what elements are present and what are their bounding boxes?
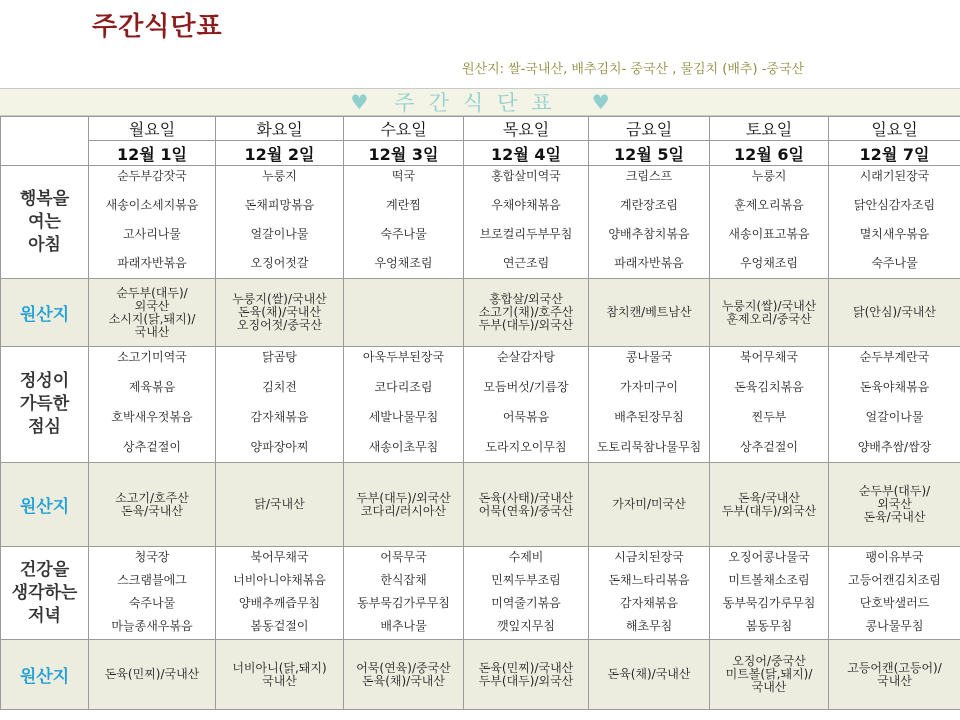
breakfast-origin-cell <box>829 279 960 347</box>
dish-item: 브로컬리두부무침 <box>479 227 573 241</box>
dish-list <box>216 547 343 638</box>
dinner-label-line: 생각하는 <box>11 582 78 603</box>
dish-item: 북어무채국 <box>740 350 798 364</box>
dinner-origin-label: 원산지 <box>1 640 89 710</box>
dish-item: 배추나물 <box>380 619 427 633</box>
dish-item: 오징어젓갈 <box>250 256 309 270</box>
origin-line: 미트볼(닭,돼지)/ <box>725 667 813 681</box>
origin-line: 순두부(대두)/ <box>116 285 188 300</box>
day-date: 12월 6일 <box>710 141 829 166</box>
origin-line: 국내산 <box>751 680 787 694</box>
day-name: 목요일 <box>464 117 589 141</box>
weekly-menu-banner <box>0 88 960 116</box>
day-name: 수요일 <box>344 117 464 141</box>
dinner-menu-cell <box>344 547 464 640</box>
lunch-menu-cell <box>829 347 960 463</box>
dish-item: 순두부감잣국 <box>117 169 187 183</box>
origin-line: 순두부(대두)/ <box>858 484 931 498</box>
origin-line: 너비아니(닭,돼지) <box>232 660 327 675</box>
origin-line: 두부(대두)/외국산 <box>721 503 817 518</box>
day-row <box>1 117 960 141</box>
origin-line: 오징어젓/중국산 <box>236 318 323 332</box>
origin-line: 훈제오리/중국산 <box>726 311 812 326</box>
origin-line: 돈육(채)/국내산 <box>607 667 691 681</box>
lunch-row <box>1 347 960 463</box>
dish-item: 파래자반볶음 <box>614 256 684 270</box>
dish-list <box>344 547 463 638</box>
day-date: 12월 3일 <box>344 141 464 166</box>
dish-list <box>216 347 343 461</box>
breakfast-origin-cell <box>216 279 344 347</box>
dish-item: 시금치된장국 <box>614 550 684 564</box>
dish-item: 어묵무국 <box>380 550 427 564</box>
date-row <box>1 141 960 166</box>
dish-item: 감자채볶음 <box>620 596 678 610</box>
origin-line: 닭/국내산 <box>254 497 305 511</box>
lunch-label <box>1 347 89 463</box>
dish-item: 도라지오이무침 <box>485 440 567 454</box>
dinner-label-line: 건강을 <box>19 559 70 580</box>
dinner-origin-cell <box>216 640 344 710</box>
dish-item: 스크램블에그 <box>117 573 187 587</box>
origin-line: 돈육(민찌)/국내산 <box>104 667 200 681</box>
lunch-label-line: 정성이 <box>19 371 70 391</box>
breakfast-menu-cell <box>589 166 710 279</box>
dish-item: 모듬버섯/기름장 <box>483 380 569 394</box>
dish-list <box>89 547 215 638</box>
day-date: 12월 7일 <box>829 141 960 166</box>
dish-item: 양배추쌈/쌈장 <box>857 440 932 454</box>
dish-item: 콩나물국 <box>625 350 673 364</box>
day-date: 12월 4일 <box>464 141 589 166</box>
breakfast-origin-cell <box>344 279 464 347</box>
dish-item: 한식잡채 <box>380 573 427 587</box>
dish-item: 깻잎지무침 <box>497 619 555 633</box>
dish-item: 누룽지 <box>262 169 297 183</box>
lunch-origin-cell <box>710 463 829 547</box>
dish-item: 훈제오리볶음 <box>734 198 804 212</box>
dish-list <box>464 347 588 461</box>
origin-line: 돈육/국내산 <box>737 490 800 505</box>
dish-item: 닭안심감자조림 <box>853 198 936 212</box>
dish-item: 단호박샐러드 <box>859 596 930 610</box>
dish-item: 크림스프 <box>625 169 673 183</box>
dinner-row <box>1 547 960 640</box>
dish-item: 멸치새우볶음 <box>859 227 930 241</box>
day-date: 12월 2일 <box>216 141 344 166</box>
origin-line: 국내산 <box>134 324 170 339</box>
lunch-origin-cell <box>216 463 344 547</box>
lunch-origin-cell <box>829 463 960 547</box>
dish-item: 콩나물무침 <box>865 619 924 633</box>
dish-item: 북어무채국 <box>250 550 309 564</box>
dish-item: 봄동무침 <box>745 619 793 633</box>
breakfast-label-line: 행복을 <box>19 188 70 209</box>
dinner-origin-cell <box>89 640 216 710</box>
origin-line: 가자미/미국산 <box>612 497 686 511</box>
dish-item: 양배추깨즙무침 <box>238 596 321 610</box>
heart-right-icon: ♥ <box>591 90 610 114</box>
dish-list <box>589 547 709 638</box>
dish-item: 김치전 <box>262 380 297 394</box>
breakfast-row <box>1 166 960 279</box>
lunch-menu-cell <box>216 347 344 463</box>
origin-line: 고등어캔(고등어)/ <box>847 660 942 675</box>
origin-line: 돈육(민찌)/국내산 <box>478 660 574 675</box>
dinner-menu-cell <box>710 547 829 640</box>
breakfast-menu-cell <box>710 166 829 279</box>
dish-item: 호박새우젓볶음 <box>111 410 193 424</box>
dish-item: 숙주나물 <box>380 227 427 241</box>
dish-item: 너비아니야채볶음 <box>233 573 326 587</box>
dish-item: 소고기미역국 <box>117 350 187 364</box>
dish-item: 도토리묵참나물무침 <box>596 440 702 454</box>
dish-item: 새송이소세지볶음 <box>105 198 199 212</box>
dish-list <box>464 547 588 638</box>
breakfast-menu-cell <box>216 166 344 279</box>
dish-item: 우엉채조림 <box>740 256 798 270</box>
dish-item: 감자채볶음 <box>250 410 309 424</box>
dish-item: 상추겉절이 <box>740 440 798 454</box>
breakfast-menu-cell <box>89 166 216 279</box>
dish-item: 상추겉절이 <box>123 440 181 454</box>
breakfast-menu-cell <box>344 166 464 279</box>
menu-table <box>0 116 960 710</box>
dish-list <box>89 166 215 277</box>
origin-line: 오징어/중국산 <box>732 654 806 668</box>
dish-item: 민찌두부조림 <box>491 573 561 587</box>
dish-item: 닭곰탕 <box>262 350 297 364</box>
dish-list <box>589 166 709 277</box>
dinner-label-line: 저녁 <box>28 605 61 626</box>
dish-item: 양파장아찌 <box>250 440 309 454</box>
dinner-origin-cell <box>464 640 589 710</box>
breakfast-origin-cell <box>589 279 710 347</box>
day-name: 금요일 <box>589 117 710 141</box>
dish-item: 우채야채볶음 <box>491 198 561 212</box>
page-title: 주간식단표 <box>92 12 223 42</box>
lunch-menu-cell <box>344 347 464 463</box>
origin-line: 두부(대두)/외국산 <box>478 318 574 332</box>
dish-list <box>344 347 463 461</box>
dish-list <box>710 166 828 277</box>
lunch-origin-cell <box>344 463 464 547</box>
dish-list <box>89 347 215 461</box>
banner-title: 주간식단표 <box>394 91 566 115</box>
origin-line: 돈육(사태)/국내산 <box>478 490 574 505</box>
lunch-menu-cell <box>464 347 589 463</box>
day-name: 토요일 <box>710 117 829 141</box>
dish-list <box>710 547 828 638</box>
lunch-menu-cell <box>710 347 829 463</box>
origin-line: 두부(대두)/외국산 <box>478 673 574 688</box>
dish-item: 순살감자탕 <box>497 350 555 364</box>
dinner-menu-cell <box>89 547 216 640</box>
dinner-menu-cell <box>589 547 710 640</box>
breakfast-menu-cell <box>464 166 589 279</box>
dish-list <box>344 166 463 277</box>
day-date: 12월 5일 <box>589 141 710 166</box>
dish-item: 수제비 <box>508 550 544 564</box>
dish-item: 숙주나물 <box>128 596 176 610</box>
origin-line: 외국산 <box>877 497 912 511</box>
origin-line: 소고기(채)/호주산 <box>478 305 574 319</box>
day-name: 월요일 <box>89 117 216 141</box>
breakfast-label-line: 아침 <box>28 234 61 255</box>
dish-item: 순두부계란국 <box>859 350 930 364</box>
lunch-origin-row <box>1 463 960 547</box>
dish-item: 돈채느타리볶음 <box>608 573 690 587</box>
origin-line: 두부(대두)/외국산 <box>356 490 451 505</box>
dinner-origin-row <box>1 640 960 710</box>
dinner-menu-cell <box>216 547 344 640</box>
origin-line: 돈육(채)/국내산 <box>238 305 321 319</box>
dish-item: 가자미구이 <box>620 380 678 394</box>
dish-item: 미역줄기볶음 <box>491 596 561 610</box>
origin-line: 소시지(닭,돼지)/ <box>108 311 196 326</box>
dish-item: 봄동겉절이 <box>250 619 309 633</box>
dish-item: 해초무침 <box>625 619 673 633</box>
dinner-label <box>1 547 89 640</box>
dish-item: 파래자반볶음 <box>117 256 187 270</box>
dish-item: 찐두부 <box>751 410 787 424</box>
dinner-menu-cell <box>829 547 960 640</box>
dish-item: 돈채피망볶음 <box>244 198 315 212</box>
dish-item: 양배추참치볶음 <box>608 227 690 241</box>
dish-item: 홍합살미역국 <box>491 169 561 183</box>
origin-line: 돈육/국내산 <box>120 503 183 518</box>
dish-list <box>710 347 828 461</box>
dish-item: 미트볼채소조림 <box>728 573 810 587</box>
dish-list <box>829 166 960 277</box>
origin-note: 원산지: 쌀-국내산, 배추김치- 중국산 , 물김치 (배추) -중국산 <box>462 62 805 77</box>
breakfast-origin-row <box>1 279 960 347</box>
dish-item: 누룽지 <box>751 169 787 183</box>
dinner-origin-cell <box>589 640 710 710</box>
dinner-origin-cell <box>344 640 464 710</box>
dish-item: 배추된장무침 <box>614 410 684 424</box>
dish-item: 새송이표고볶음 <box>728 227 810 241</box>
dish-list <box>216 166 343 277</box>
dish-item: 얼갈이나물 <box>865 410 924 424</box>
dish-list <box>589 347 709 461</box>
day-name: 화요일 <box>216 117 344 141</box>
dish-item: 돈육야채볶음 <box>859 380 930 394</box>
dish-list <box>829 547 960 638</box>
day-date: 12월 1일 <box>89 141 216 166</box>
dish-list <box>464 166 588 277</box>
dish-item: 숙주나물 <box>871 256 918 270</box>
origin-line: 돈육/국내산 <box>863 510 926 524</box>
breakfast-label <box>1 166 89 279</box>
origin-line: 홍합살/외국산 <box>489 292 563 306</box>
dish-item: 마늘종새우볶음 <box>111 619 193 633</box>
dinner-origin-cell <box>710 640 829 710</box>
lunch-origin-cell <box>464 463 589 547</box>
dish-item: 새송이초무침 <box>368 440 439 454</box>
origin-line: 외국산 <box>134 298 170 313</box>
lunch-menu-cell <box>589 347 710 463</box>
dish-item: 고사리나물 <box>123 227 181 241</box>
origin-line: 누룽지(쌀)/국내산 <box>232 292 327 306</box>
origin-line: 국내산 <box>877 673 912 688</box>
breakfast-origin-cell <box>89 279 216 347</box>
heart-left-icon: ♥ <box>350 90 369 114</box>
corner-cell <box>1 117 89 166</box>
dish-item: 연근조림 <box>502 256 550 270</box>
dish-list <box>829 347 960 461</box>
dish-item: 얼갈이나물 <box>250 227 309 241</box>
lunch-label-line: 가득한 <box>19 394 70 414</box>
origin-line: 소고기/호주산 <box>115 490 189 505</box>
dish-item: 동부묵김가루무침 <box>357 596 450 610</box>
dish-item: 팽이유부국 <box>865 550 924 564</box>
lunch-origin-cell <box>589 463 710 547</box>
lunch-label-line: 점심 <box>28 417 61 437</box>
origin-line: 닭(안심)/국내산 <box>853 305 936 319</box>
dish-item: 우엉채조림 <box>374 256 433 270</box>
dish-item: 동부묵김가루무침 <box>722 596 816 610</box>
dish-item: 고등어캔김치조림 <box>848 573 941 587</box>
origin-line: 코다리/러시아산 <box>360 503 447 518</box>
dinner-menu-cell <box>464 547 589 640</box>
origin-line: 어묵(연육)/중국산 <box>478 503 574 518</box>
dish-item: 시래기된장국 <box>859 169 930 183</box>
origin-line: 누룽지(쌀)/국내산 <box>721 298 817 313</box>
dish-item: 세발나물무침 <box>368 410 439 424</box>
dish-item: 떡국 <box>391 169 416 183</box>
dish-item: 코다리조림 <box>374 380 433 394</box>
breakfast-menu-cell <box>829 166 960 279</box>
dish-item: 청국장 <box>134 550 170 564</box>
origin-line: 어묵(연육)/중국산 <box>356 660 451 675</box>
origin-line: 돈육(채)/국내산 <box>362 673 445 688</box>
breakfast-origin-label: 원산지 <box>1 279 89 347</box>
dish-item: 돈육김치볶음 <box>734 380 804 394</box>
lunch-origin-label: 원산지 <box>1 463 89 547</box>
dish-item: 오징어콩나물국 <box>728 550 810 564</box>
breakfast-label-line: 여는 <box>28 211 61 232</box>
day-name: 일요일 <box>829 117 960 141</box>
origin-line: 참치캔/베트남산 <box>606 305 692 319</box>
origin-line: 국내산 <box>262 673 297 688</box>
dish-item: 아욱두부된장국 <box>362 350 445 364</box>
dinner-origin-cell <box>829 640 960 710</box>
dish-item: 어묵볶음 <box>502 410 550 424</box>
lunch-origin-cell <box>89 463 216 547</box>
dish-item: 계란찜 <box>386 198 421 212</box>
breakfast-origin-cell <box>464 279 589 347</box>
dish-item: 계란장조림 <box>620 198 678 212</box>
lunch-menu-cell <box>89 347 216 463</box>
breakfast-origin-cell <box>710 279 829 347</box>
dish-item: 제육볶음 <box>128 380 176 394</box>
